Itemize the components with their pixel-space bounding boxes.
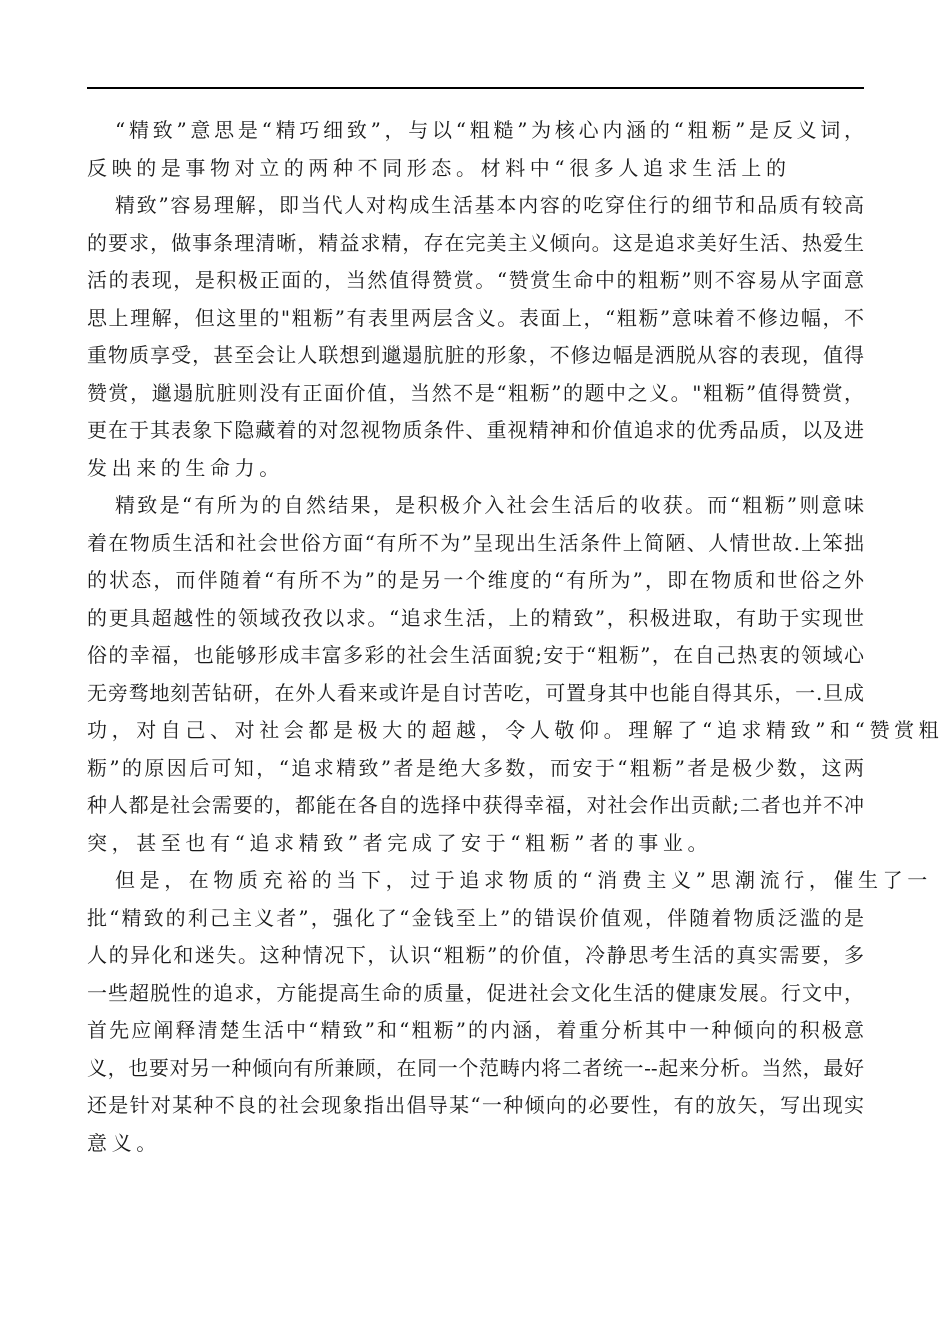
text-line: 功，对自己、对社会都是极大的超越，令人敬仰。理解了“追求精致”和“赞赏粗 xyxy=(87,718,944,742)
text-line: 重物质享受，甚至会让人联想到邋遢肮脏的形象，不修边幅是洒脱从容的表现，值得 xyxy=(87,343,864,367)
header-rule xyxy=(87,87,864,89)
text-line: 一些超脱性的追求，方能提高生命的质量，促进社会文化生活的健康发展。行文中， xyxy=(87,980,864,1005)
text-line: 活的表现，是积极正面的，当然值得赞赏。“赞赏生命中的粗粝”则不容易从字面意 xyxy=(87,268,864,292)
text-line: 人的异化和迷失。这种情况下，认识“粗粝”的价值，冷静思考生活的真实需要，多 xyxy=(87,943,864,967)
text-line: 的要求，做事条理清晰，精益求精，存在完美主义倾向。这是追求美好生活、热爱生 xyxy=(87,230,864,255)
text-line: 种人都是社会需要的，都能在各自的选择中获得幸福，对社会作出贡献;二者也并不冲 xyxy=(87,793,864,817)
paragraph-1 xyxy=(87,112,864,187)
text-line: 批“精致的利己主义者”，强化了“金钱至上”的错误价值观，伴随着物质泛滥的是 xyxy=(87,905,864,930)
text-line: 粝”的原因后可知，“追求精致”者是绝大多数，而安于“粗粝”者是极少数，这两 xyxy=(87,755,864,780)
text-line: 的更具超越性的领域孜孜以求。“追求生活，上的精致”，积极进取，有助于实现世 xyxy=(87,605,864,630)
paragraph-3 xyxy=(87,487,944,862)
text-line: 但是，在物质充裕的当下，过于追求物质的“消费主义”思潮流行，催生了一 xyxy=(115,868,932,892)
text-line: 意义。 xyxy=(87,1130,161,1155)
text-line: 俗的幸福，也能够形成丰富多彩的社会生活面貌;安于“粗粝”，在自己热衷的领域心 xyxy=(87,643,864,667)
text-line: 的状态，而伴随着“有所不为”的是另一个维度的“有所为”，即在物质和世俗之外 xyxy=(87,568,864,592)
text-line: 思上理解，但这里的"粗粝”有表里两层含义。表面上，“粗粝”意味着不修边幅，不 xyxy=(87,305,864,330)
text-line: 发出来的生命力。 xyxy=(87,455,284,480)
paragraph-4 xyxy=(87,862,932,1162)
text-line: 赞赏，邋遢肮脏则没有正面价值，当然不是“粗粝”的题中之义。"粗粝”值得赞赏， xyxy=(87,380,864,405)
document-body xyxy=(87,112,944,1162)
text-line: “精致”意思是“精巧细致”，与以“粗糙”为核心内涵的“粗粝”是反义词， xyxy=(115,118,864,142)
text-line: 精致”容易理解，即当代人对构成生活基本内容的吃穿住行的细节和品质有较高 xyxy=(115,193,864,217)
text-line: 首先应阐释清楚生活中“精致”和“粗粝”的内涵，着重分析其中一种倾向的积极意 xyxy=(87,1018,864,1042)
paragraph-2 xyxy=(87,187,864,487)
text-line: 反映的是事物对立的两种不同形态。材料中“很多人追求生活上的 xyxy=(87,155,791,180)
text-line: 还是针对某种不良的社会现象指出倡导某“一种倾向的必要性，有的放矢，写出现实 xyxy=(87,1093,864,1117)
text-line: 更在于其表象下隐藏着的对忽视物质条件、重视精神和价值追求的优秀品质，以及进 xyxy=(87,418,864,442)
text-line: 义，也要对另一种倾向有所兼顾，在同一个范畴内将二者统一--起来分析。当然，最好 xyxy=(87,1055,864,1080)
text-line: 突，甚至也有“追求精致”者完成了安于“粗粝”者的事业。 xyxy=(87,830,713,855)
text-line: 精致是“有所为的自然结果，是积极介入社会生活后的收获。而“粗粝”则意味 xyxy=(115,493,864,517)
text-line: 无旁骛地刻苦钻研，在外人看来或许是自讨苦吃，可置身其中也能自得其乐，一.旦成 xyxy=(87,680,864,705)
text-line: 着在物质生活和社会世俗方面“有所不为”呈现出生活条件上简陋、人情世故.上笨拙 xyxy=(87,530,864,555)
